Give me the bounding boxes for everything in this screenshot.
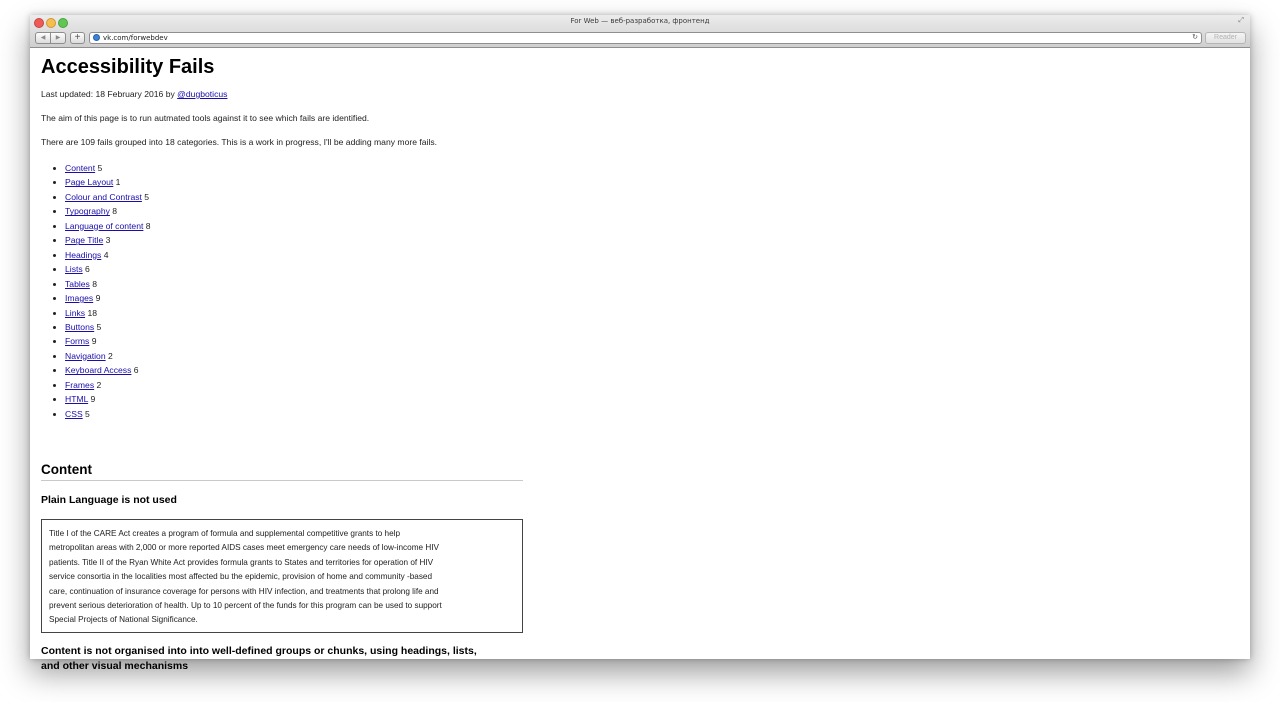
browser-window: [30, 15, 1250, 672]
category-list-item: [65, 320, 151, 334]
example-text-line: patients. Title II of the Ryan White Act provides formula grants to States and territories for operation of HIV: [49, 557, 434, 567]
category-link[interactable]: Page Title: [65, 235, 104, 246]
category-count: 8: [109, 206, 118, 217]
category-count: 6: [82, 264, 90, 275]
back-arrow-icon: ◀: [40, 35, 46, 41]
page-title: Accessibility Fails: [41, 56, 215, 78]
example-text-line: care, continuation of insurance coverage for persons with HIV infection, and treatments that prolong life and: [49, 586, 439, 596]
example-text-line: service consortia in the localities most affected bu the epidemic, provision of home and community -based: [49, 572, 433, 582]
category-list-item: [65, 204, 151, 218]
category-link[interactable]: Frames: [65, 379, 95, 390]
fail-heading-line-1: Content is not organised into into well-defined groups or chunks, using headings, lists,: [41, 645, 477, 657]
forward-button[interactable]: [51, 32, 66, 44]
section-divider: [41, 480, 523, 481]
last-updated-label: Last updated: 18 February 2016 by: [41, 89, 178, 99]
category-count: 5: [95, 163, 103, 173]
fail-heading-content-chunks: [41, 644, 523, 673]
category-count: 6: [131, 365, 139, 376]
category-list-item: [65, 334, 151, 348]
category-link[interactable]: Images: [65, 293, 94, 304]
page-viewport[interactable]: [30, 48, 1250, 672]
plus-icon: +: [74, 32, 81, 43]
aim-paragraph: The aim of this page is to run autmated tools against it to see which fails are identified.: [41, 113, 370, 123]
example-text-line: metropolitan areas with 2,000 or more reported AIDS cases meet emergency care needs of low-income HIV: [49, 543, 440, 553]
category-list-item: [65, 161, 151, 175]
back-forward-group: [35, 32, 66, 44]
category-link[interactable]: Forms: [65, 336, 90, 347]
category-link[interactable]: Tables: [65, 278, 90, 289]
category-link[interactable]: Language of content: [65, 220, 144, 231]
category-link[interactable]: Lists: [65, 264, 83, 275]
category-count: 8: [143, 220, 151, 231]
globe-icon: [93, 34, 100, 41]
example-text-line: Title I of the CARE Act creates a program of formula and supplemental competitive grants to help: [49, 529, 401, 538]
category-link[interactable]: Page Layout: [65, 177, 114, 188]
category-list-item: [65, 291, 151, 305]
summary-paragraph: There are 109 fails grouped into 18 categories. This is a work in progress, I'll be adding many more fails.: [41, 137, 438, 147]
category-count: 1: [113, 177, 121, 188]
category-link[interactable]: Colour and Contrast: [65, 191, 142, 202]
category-list-item: [65, 392, 151, 406]
category-link[interactable]: Content: [65, 163, 96, 173]
forward-arrow-icon: ▶: [55, 35, 61, 41]
category-count: 18: [85, 307, 98, 318]
reader-button[interactable]: Reader: [1205, 32, 1246, 44]
category-list: [41, 161, 151, 421]
category-list-item: [65, 363, 151, 377]
category-list-item: [65, 233, 151, 247]
category-count: 9: [93, 293, 101, 304]
back-button[interactable]: [35, 32, 51, 44]
fullscreen-icon[interactable]: ⤢: [1238, 17, 1244, 24]
category-count: 8: [89, 278, 98, 289]
add-bookmark-button[interactable]: [70, 32, 85, 44]
category-link[interactable]: Navigation: [65, 350, 106, 361]
fail-heading-line-2: and other visual mechanisms: [41, 659, 189, 672]
category-list-item: [65, 277, 151, 291]
category-link[interactable]: Headings: [65, 249, 102, 260]
category-list-item: [65, 248, 151, 262]
category-count: 9: [89, 336, 97, 347]
section-heading-content: Content: [41, 462, 92, 477]
category-link[interactable]: Keyboard Access: [65, 365, 132, 376]
author-link[interactable]: @dugboticus: [177, 89, 228, 99]
category-count: 3: [103, 235, 111, 246]
category-list-item: [65, 190, 151, 204]
reload-icon[interactable]: ↻: [1192, 34, 1198, 41]
category-count: 2: [105, 350, 113, 361]
category-link[interactable]: CSS: [65, 408, 83, 419]
fail-heading-plain-language: Plain Language is not used: [41, 494, 177, 506]
example-text-line: prevent serious deterioration of health. Up to 10 percent of the funds for this program can be used to support: [49, 601, 442, 611]
category-count: 2: [94, 379, 102, 390]
category-link[interactable]: HTML: [65, 394, 89, 405]
category-link[interactable]: Typography: [65, 206, 110, 217]
category-link[interactable]: Buttons: [65, 321, 95, 332]
category-count: 5: [141, 191, 150, 202]
plain-language-example-box: [41, 519, 523, 633]
category-list-item: [65, 407, 151, 421]
category-count: 5: [94, 321, 102, 332]
url-text[interactable]: vk.com/forwebdev: [103, 34, 168, 42]
category-list-item: [65, 219, 151, 233]
category-list-item: [65, 175, 151, 189]
category-list-item: [65, 349, 151, 363]
category-list-item: [65, 378, 151, 392]
window-title: For Web — веб-разработка, фронтенд: [570, 17, 710, 25]
last-updated-text: [41, 89, 227, 99]
example-text-line: Special Projects of National Significance.: [49, 615, 198, 625]
category-list-item: [65, 306, 151, 320]
title-bar: [30, 15, 1250, 48]
category-count: 5: [82, 408, 90, 419]
category-count: 9: [88, 394, 96, 405]
category-count: 4: [101, 249, 109, 260]
category-list-item: [65, 262, 151, 276]
category-link[interactable]: Links: [65, 307, 86, 318]
address-bar[interactable]: [89, 32, 1202, 44]
